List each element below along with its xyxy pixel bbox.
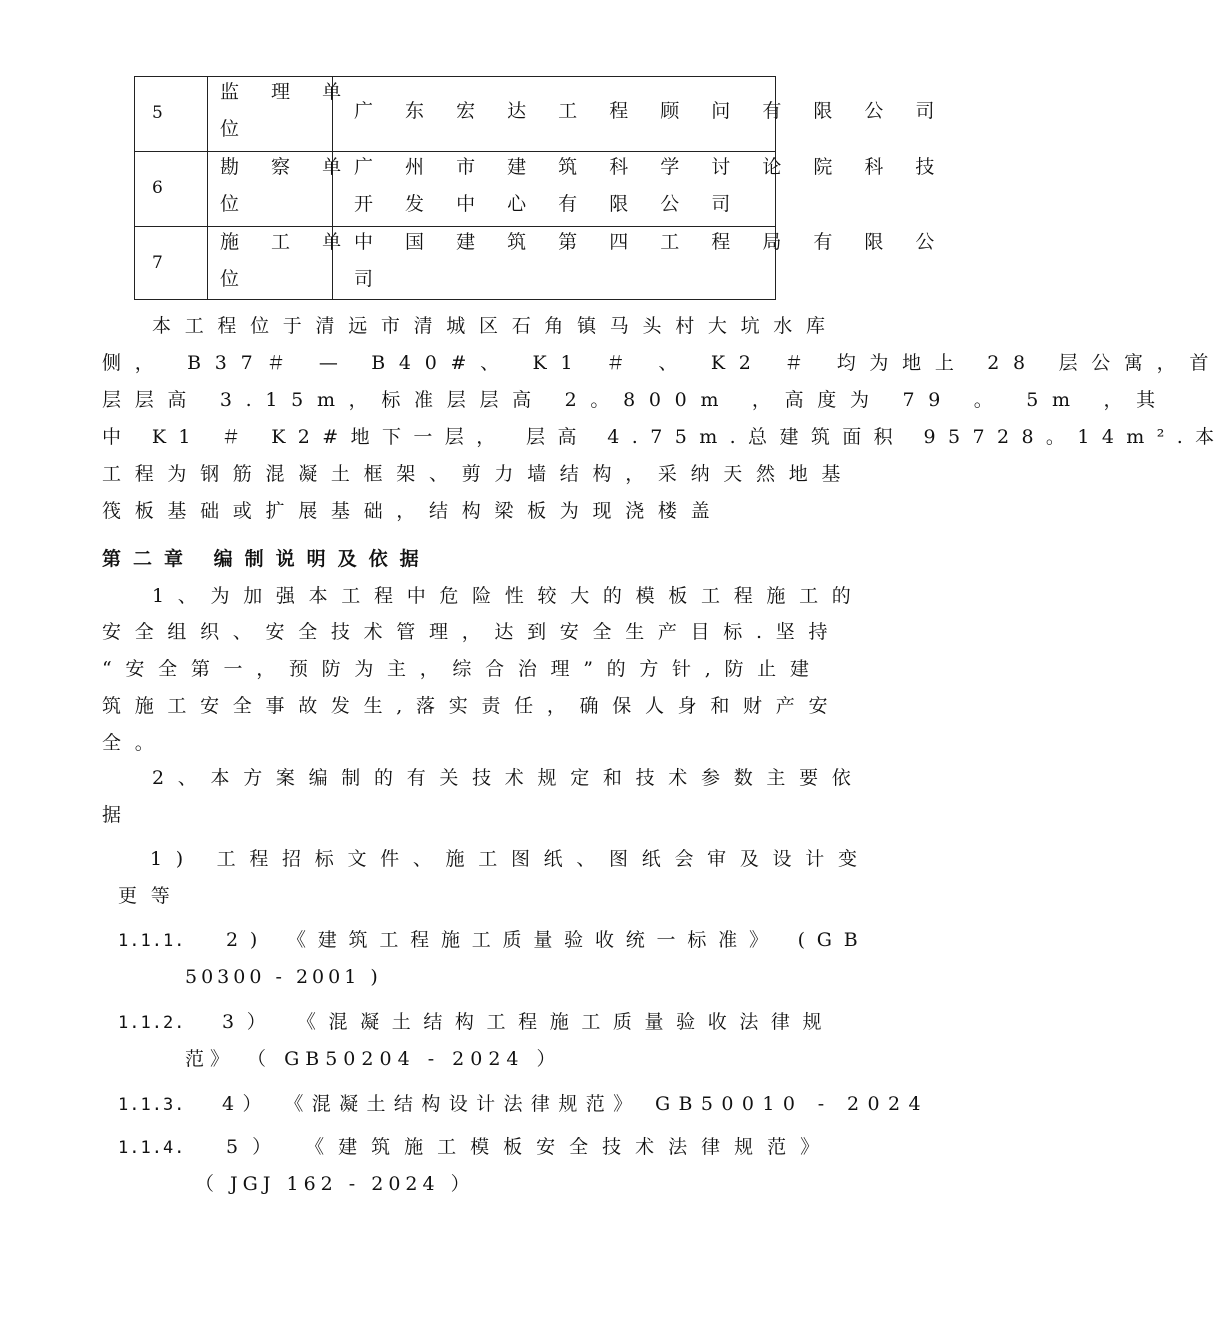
- overview-line: 本工程位于清远市清城区石角镇马头村大坑水库: [152, 315, 839, 337]
- overview-line: 工程为钢筋混凝土框架、剪力墙结构，采纳天然地基: [102, 463, 855, 485]
- basis-item-1: 1) 工程招标文件、施工图纸、图纸会审及设计变: [150, 848, 871, 870]
- table-row: [135, 152, 948, 227]
- basis-item-cont: 50300 - 2001 ): [185, 966, 382, 988]
- basis-item: 5） 《建筑施工模板安全技术法律规范》: [226, 1136, 834, 1158]
- table-row: [135, 227, 948, 299]
- item-number: 1.1.3.: [118, 1095, 186, 1115]
- basis-item: 4） 《混凝土结构设计法律规范》 GB50010 - 2024: [222, 1093, 930, 1115]
- basis-item-1-cont: 更等: [118, 885, 184, 907]
- role-label: 监 理 单: [220, 81, 355, 103]
- basis-item: 3） 《混凝土结构工程施工质量验收法律规: [222, 1011, 835, 1033]
- overview-line: 侧， B37＃ — B40#、 K1 ＃ 、 K2 ＃ 均为地上 28 层公寓，首: [102, 352, 1223, 374]
- paragraph-line: 全。: [102, 732, 168, 754]
- basis-item: 2) 《建筑工程施工质量验收统一标准》 (GB: [226, 929, 870, 951]
- paragraph-line: “安全第一，预防为主，综合治理”的方针,防止建: [102, 658, 823, 680]
- row-number: 5: [152, 103, 163, 123]
- role-label: 勘 察 单: [220, 156, 355, 178]
- paragraph-line: 筑施工安全事故发生,落实责任，确保人身和财产安: [102, 695, 842, 717]
- role-label: 施 工 单: [220, 231, 355, 253]
- paragraph-line: 1、为加强本工程中危险性较大的模板工程施工的: [152, 585, 865, 607]
- item-number: 1.1.4.: [118, 1138, 186, 1158]
- paragraph-line: 据: [102, 804, 135, 826]
- basis-item-cont: （ JGJ 162 - 2024 ）: [195, 1173, 475, 1195]
- unit-name: 广 东 宏 达 工 程 顾 问 有 限 公 司: [354, 100, 948, 122]
- role-label: 位: [220, 118, 253, 140]
- overview-line: 筏板基础或扩展基础，结构梁板为现浇楼盖: [102, 500, 724, 522]
- overview-line: 中 K1 ＃ K2#地下一层， 层高 4.75m.总建筑面积 95728。14m².本: [102, 426, 1227, 448]
- item-number: 1.1.1.: [118, 931, 186, 951]
- role-label: 位: [220, 193, 253, 215]
- unit-name: 中 国 建 筑 第 四 工 程 局 有 限 公: [354, 231, 948, 253]
- row-number: 7: [152, 253, 163, 273]
- basis-item-cont: 范》 （ GB50204 - 2024 ）: [185, 1048, 562, 1070]
- paragraph-line: 2、本方案编制的有关技术规定和技术参数主要依: [152, 767, 865, 789]
- item-number: 1.1.2.: [118, 1013, 186, 1033]
- chapter-heading: 第二章 编制说明及依据: [102, 548, 431, 570]
- unit-name: 广 州 市 建 筑 科 学 讨 论 院 科 技: [354, 156, 948, 178]
- unit-table: [134, 76, 948, 300]
- unit-name: 司: [354, 268, 387, 290]
- table-row: [135, 77, 948, 152]
- unit-name: 开 发 中 心 有 限 公 司: [354, 193, 744, 215]
- row-number: 6: [152, 178, 163, 198]
- paragraph-line: 安全组织、安全技术管理，达到安全生产目标.坚持: [102, 621, 842, 643]
- role-label: 位: [220, 268, 253, 290]
- overview-line: 层层高 3.15m，标准层层高 2。800m ，高度为 79 。 5m ，其: [102, 389, 1169, 411]
